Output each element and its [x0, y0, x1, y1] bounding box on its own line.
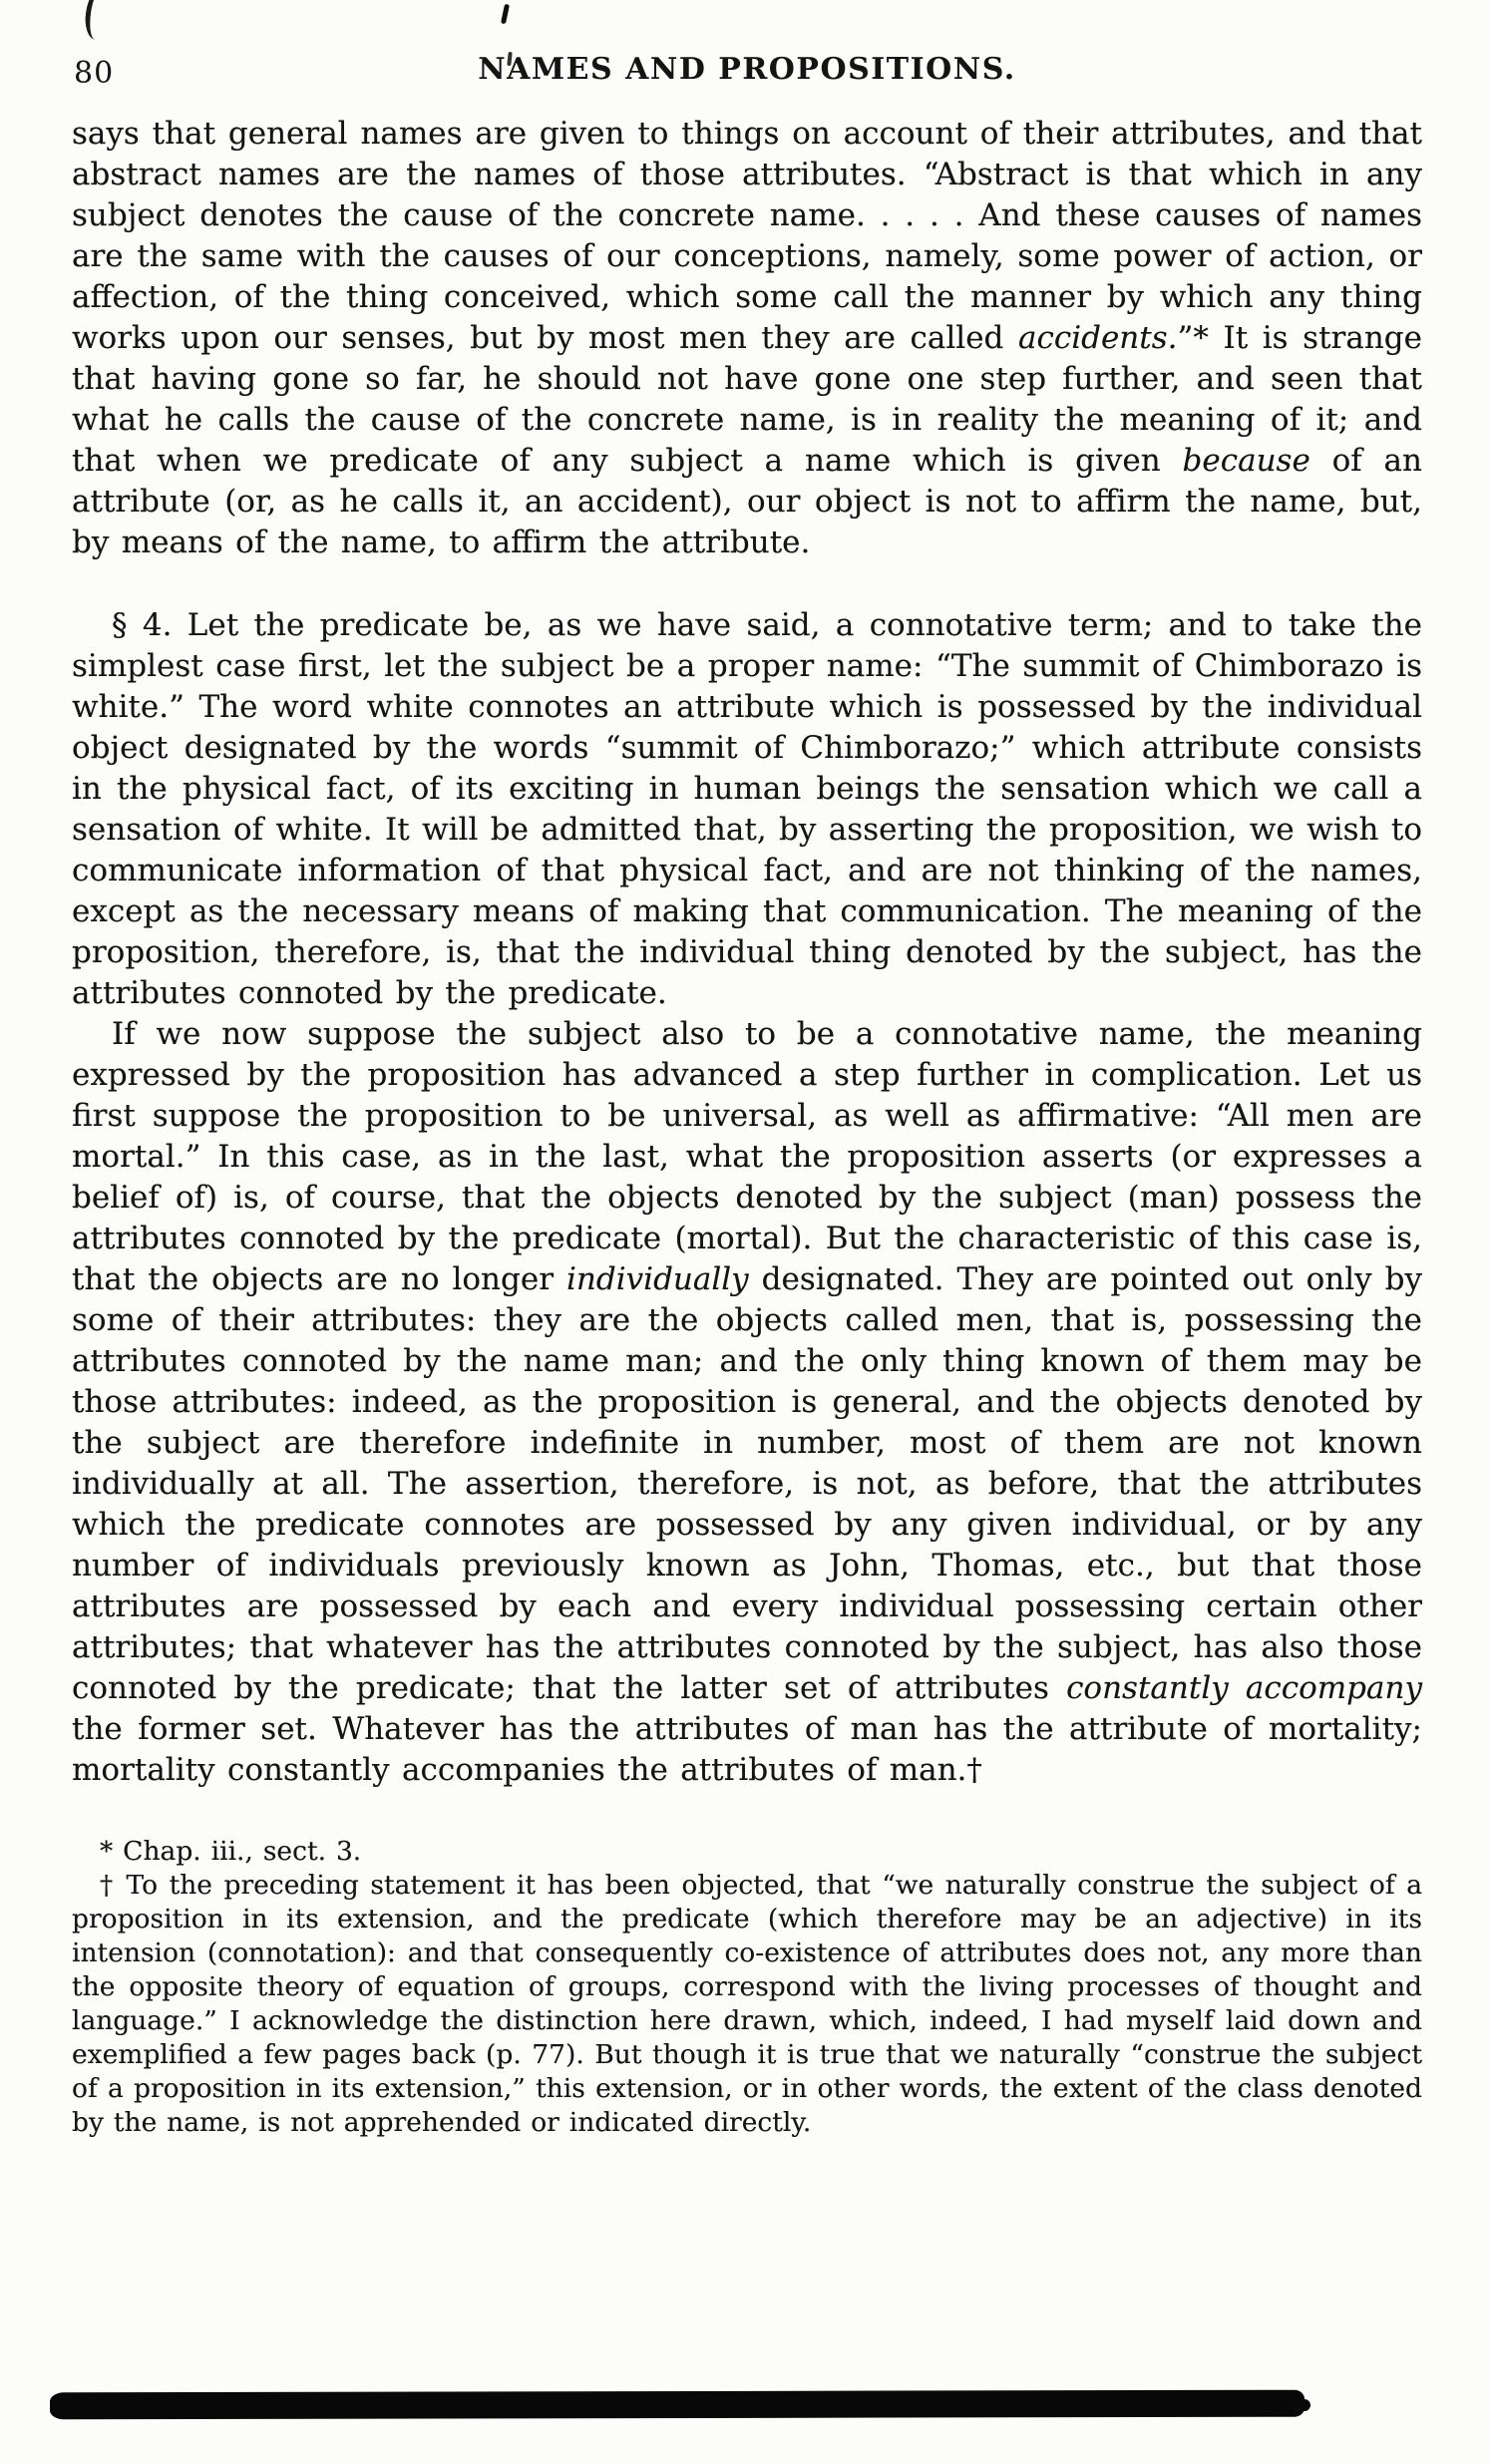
- paragraph-section-4: [72, 605, 1422, 1014]
- page-header: [72, 52, 1422, 96]
- italic-text: individually: [566, 1261, 749, 1297]
- paragraph-continuation: [72, 114, 1422, 563]
- scan-mark-paren: [83, 0, 116, 42]
- footnote-1: * Chap. iii., sect. 3.: [100, 1836, 362, 1867]
- scan-mark-tick: [501, 4, 510, 25]
- text-segment: If we now suppose the subject also to be a connotative name, the meaning expressed by the proposition has advanced a step further in complication. Let us first suppose the proposition to be universal, as well as affirmative: “All men are mortal.” In this case, as in the last, what the proposition asserts (or expresses a belief of) is, of course, that the objects denoted by the subject (man) possess the attributes connoted by the predicate (mortal). But the characteristic of this case is, that the objects are no longer: [72, 1016, 1422, 1297]
- text-segment: § 4. Let the predicate be, as we have said, a connotative term; and to take the simplest case first, let the subject be a proper name: “The summit of Chimborazo is white.” The word white connotes an attribute which is possessed by the individual object designated by the words “summit of Chimborazo;” which attribute consists in the physical fact, of its exciting in human beings the sensation which we call a sensation of white. It will be admitted that, by asserting the proposition, we wish to communicate information of that physical fact, and are not thinking of the names, except as the necessary means of making that communication. The meaning of the proposition, therefore, is, that the individual thing denoted by the subject, has the attributes connoted by the predicate.: [72, 607, 1422, 1011]
- running-title: NAMES AND PROPOSITIONS.: [478, 52, 1016, 87]
- paragraph-connotative-subject: [72, 1014, 1422, 1791]
- italic-text: accidents.: [1018, 320, 1178, 356]
- italic-text: constantly accompany: [1066, 1670, 1422, 1706]
- text-segment: ”* It is strange that having gone so far, he should not have gone one step further, and seen that what he calls the cause of the concrete name, is in reality the meaning of it; and that when we predicate of any subject a name which is given: [72, 320, 1422, 479]
- text-segment: designated. They are pointed out only by some of their attributes: they are the objects called men, that is, possessing the attributes connoted by the name man; and the only thing known of them may be those attributes: indeed, as the proposition is general, and the objects denoted by the subject are therefore indefinite in number, most of them are not known individually at all. The assertion, therefore, is not, as before, that the attributes which the predicate connotes are possessed by any given individual, or by any number of individuals previously known as John, Thomas, etc., but that those attributes are possessed by each and every individual possessing certain other attributes; that whatever has the attributes connoted by the subject, has also those connoted by the predicate; that the latter set of attributes: [72, 1261, 1423, 1706]
- text-segment: says that general names are given to things on account of their attributes, and that abstract names are the names of those attributes. “Abstract is that which in any subject denotes the cause of the concrete name. . . . . And these causes of names are the same with the causes of our conceptions, namely, some power of action, or affection, of the thing conceived, which some call the manner by which any thing works upon our senses, but by most men they are called: [72, 116, 1422, 356]
- body-text: [72, 114, 1422, 1791]
- footnotes: [72, 1835, 1422, 2140]
- scan-edge-bar: [50, 2390, 1304, 2420]
- scan-edge-bar-fragment: [1287, 2399, 1310, 2411]
- footnote-2: † To the preceding statement it has been objected, that “we naturally construe the subject of a proposition in its extension, and the predicate (which therefore may be an adjective) in its intension (connotation): and that consequently co-existence of attributes does not, any more than the opposite theory of equation of groups, correspond with the living processes of thought and language.” I acknowledge the distinction here drawn, which, indeed, I had myself laid down and exemplified a few pages back (p. 77). But though it is true that we naturally “construe the subject of a proposition in its extension,” this extension, or in other words, the extent of the class denoted by the name, is not apprehended or indicated directly.: [72, 1870, 1422, 2138]
- page-number: 80: [74, 56, 115, 91]
- italic-text: because: [1182, 443, 1310, 479]
- text-segment: the former set. Whatever has the attributes of man has the attribute of mortality; mortality constantly accompanies the attributes of man.†: [72, 1711, 1422, 1788]
- text-segment: of an attribute (or, as he calls it, an accident), our object is not to affirm the name, but, by means of the name, to affirm the attribute.: [72, 443, 1422, 560]
- page-content: [72, 52, 1422, 2140]
